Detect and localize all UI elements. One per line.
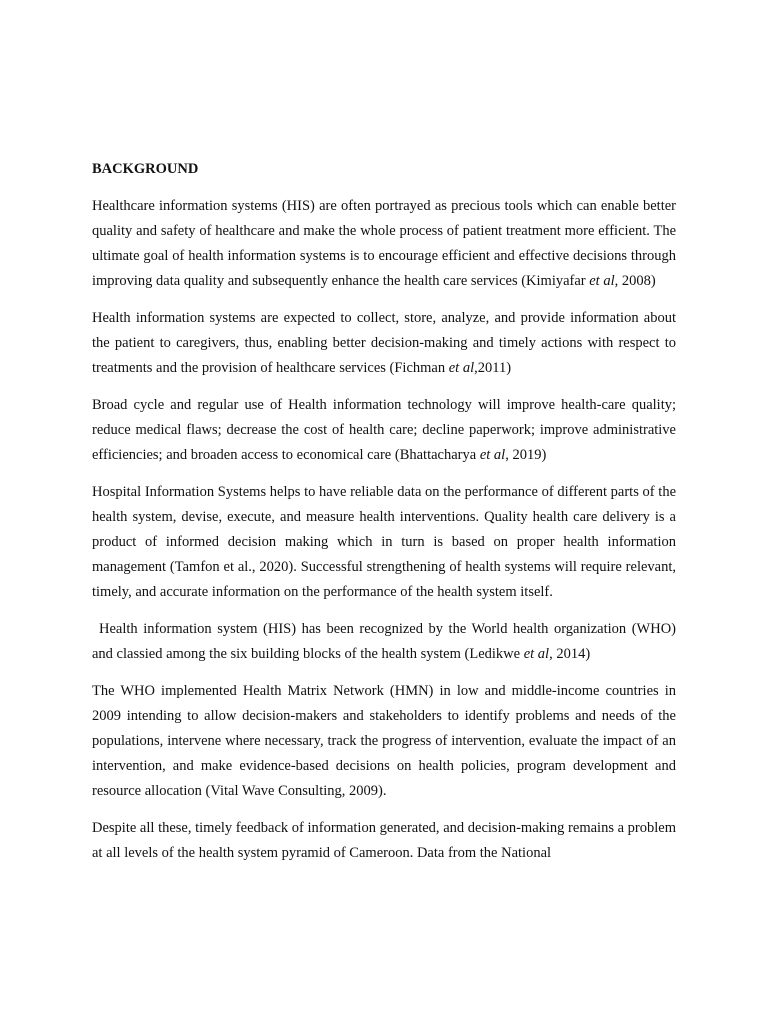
citation-tail: , 2019): [505, 447, 547, 463]
paragraph-text: Despite all these, timely feedback of information generated, and decision-making remains a problem at all levels of the health system pyramid of Cameroon. Data from the National: [92, 820, 676, 861]
paragraph-hospital-info-systems: [92, 480, 676, 605]
citation-tail: , 2008): [614, 273, 656, 289]
document-body: [92, 157, 676, 878]
paragraph-his-expectations: [92, 306, 676, 381]
paragraph-text: Health information systems are expected to collect, store, analyze, and provide information about the patient to caregivers, thus, enabling better decision-making and timely actions with respect to treatments and the provision of healthcare services (Fichman: [92, 310, 676, 376]
paragraph-hmn: [92, 679, 676, 804]
section-heading: BACKGROUND: [92, 161, 199, 177]
citation-italic: et al: [589, 273, 615, 289]
citation-italic: et al: [448, 360, 475, 376]
paragraph-text: Broad cycle and regular use of Health information technology will improve health‑care quality; reduce medical flaws; decrease the cost of health care; decline paperwork; improve administrative efficiencies; and broaden access to economical care (Bhattacharya: [92, 397, 676, 463]
paragraph-text: Healthcare information systems (HIS) are often portrayed as precious tools which can enable better quality and safety of healthcare and make the whole process of patient treatment more efficient. The ultimate goal of health information systems is to encourage efficient and effective decisions through improving data quality and subsequently enhance the health care services (Kimiyafar: [92, 198, 676, 289]
paragraph-hit-benefits: [92, 393, 676, 468]
citation-tail: , 2014): [549, 646, 591, 662]
paragraph-his-definition: [92, 194, 676, 294]
paragraph-text: The WHO implemented Health Matrix Network (HMN) in low and middle-income countries in 2009 intending to allow decision-makers and stakeholders to identify problems and needs of the populations, intervene where necessary, track the progress of intervention, evaluate the impact of an intervention, and make evidence-based decisions on health policies, program development and resource allocation (Vital Wave Consulting, 2009).: [92, 683, 676, 799]
citation-tail: ,2011): [474, 360, 512, 376]
paragraph-text: Hospital Information Systems helps to have reliable data on the performance of different parts of the health system, devise, execute, and measure health interventions. Quality health care delivery is a product of informed decision making which in turn is based on proper health information management (Tamfon et al., 2020). Successful strengthening of health systems will require relevant, timely, and accurate information on the performance of the health system itself.: [92, 484, 676, 600]
paragraph-who-recognition: [92, 617, 676, 667]
paragraph-text: Health information system (HIS) has been recognized by the World health organization (WHO) and classied among the six building blocks of the health system (Ledikwe: [92, 621, 676, 662]
paragraph-cameroon-problem: [92, 816, 676, 866]
citation-italic: et al: [479, 447, 506, 463]
citation-italic: et al: [523, 646, 550, 662]
